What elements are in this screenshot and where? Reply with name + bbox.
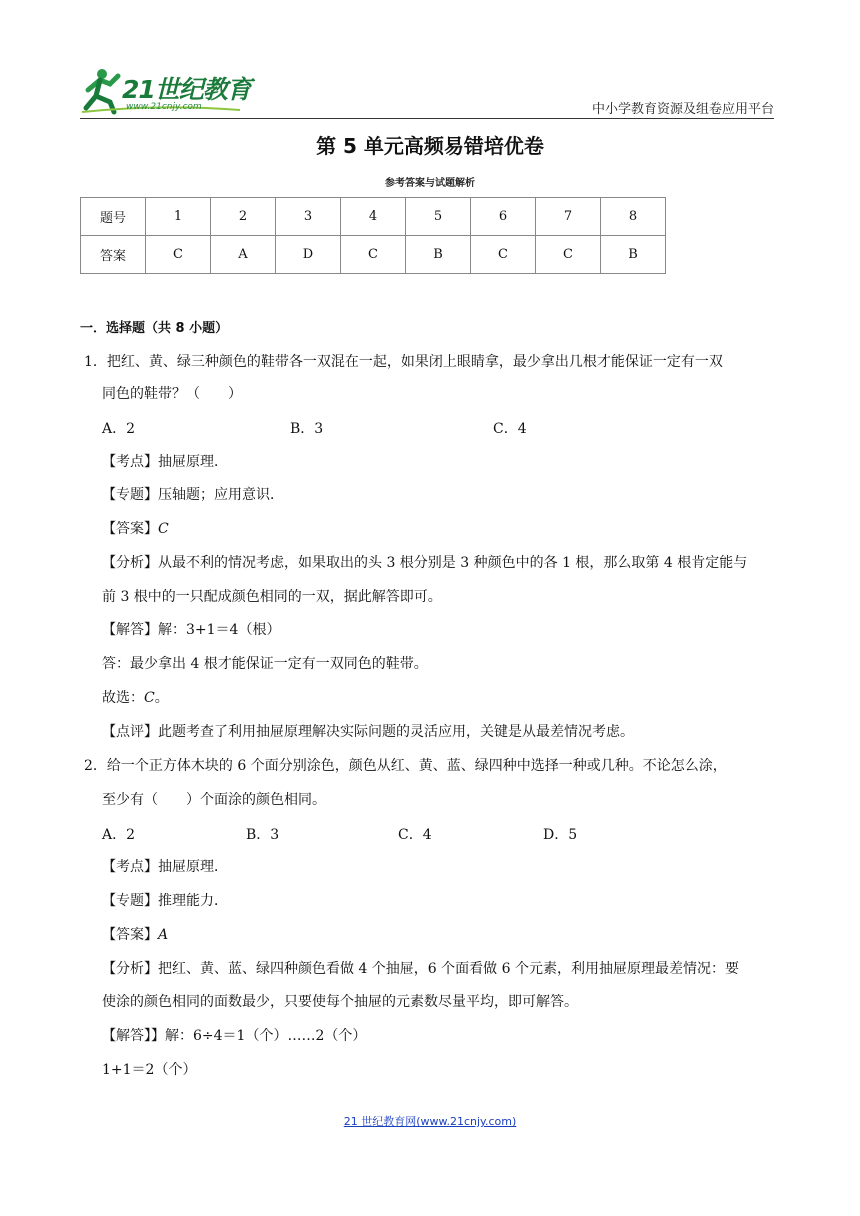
table-cell: 7 [536,198,601,236]
q1-fenxi-line2: 前 3 根中的一只配成颜色相同的一双，据此解答即可。 [102,589,442,605]
q2-jieda: 【解答】】解：6÷4＝1（个）……2（个） [102,1028,367,1044]
q2-option-a: A．2 [102,827,136,843]
q2-fenxi-line1: 【分析】把红、黄、蓝、绿四种颜色看做 4 个抽屉，6 个面看做 6 个元素，利用抽屉原理最差情况：要 [102,961,739,977]
q1-stem-line1: 1．把红、黄、绿三种颜色的鞋带各一双混在一起，如果闭上眼睛拿，最少拿出几根才能保证一定有一双 [84,354,723,370]
q1-stem-line2: 同色的鞋带？（ ） [102,386,242,402]
table-cell: 8 [601,198,666,236]
q1-option-b: B．3 [290,421,324,437]
table-cell: 3 [276,198,341,236]
q1-gu-end: 。 [154,690,169,706]
q1-fenxi-line1: 【分析】从最不利的情况考虑，如果取出的头 3 根分别是 3 种颜色中的各 1 根，那么取第 4 根肯定能与 [102,555,748,571]
platform-name: 中小学教育资源及组卷应用平台 [591,102,774,117]
table-cell: C [471,236,536,274]
q1-gu [102,688,169,708]
q1-gu-label: 故选： [102,690,144,706]
q1-option-a: A．2 [102,421,136,437]
table-cell: 4 [341,198,406,236]
table-cell: C [536,236,601,274]
q1-answer [102,519,169,539]
table-row-numbers [81,198,666,236]
q1-jieda: 【解答】解：3+1＝4（根） [102,622,281,638]
q2-calc: 1+1＝2（个） [102,1062,197,1078]
table-cell: 2 [211,198,276,236]
q1-zhuanti: 【专题】压轴题；应用意识． [102,487,284,503]
table-cell: B [601,236,666,274]
q1-option-c: C．4 [493,421,527,437]
q2-option-d: D．5 [543,827,578,843]
table-header-cell: 答案 [81,236,146,274]
table-cell: D [276,236,341,274]
table-cell: B [406,236,471,274]
q2-stem-line2: 至少有（ ）个面涂的颜色相同。 [102,792,326,808]
q2-option-c: C．4 [398,827,432,843]
q1-dianping: 【点评】此题考查了利用抽屉原理解决实际问题的灵活应用，关键是从最差情况考虑。 [102,724,634,740]
q2-answer [102,925,168,945]
q2-answer-label: 【答案】 [102,927,158,943]
section-heading: 一．选择题（共 8 小题） [80,321,229,336]
q2-stem-line1: 2．给一个正方体木块的 6 个面分别涂色，颜色从红、黄、蓝、绿四种中选择一种或几种。不论怎么涂， [84,758,727,774]
q1-answer-value: C [158,521,169,537]
table-cell: 6 [471,198,536,236]
table-cell: C [146,236,211,274]
footer-link[interactable]: 21 世纪教育网(www.21cnjy.com) [343,1115,517,1128]
table-cell: 1 [146,198,211,236]
table-row-answers [81,236,666,274]
q1-da: 答：最少拿出 4 根才能保证一定有一双同色的鞋带。 [102,656,428,672]
table-header-cell: 题号 [81,198,146,236]
q1-kaodian: 【考点】抽屉原理． [102,454,228,470]
table-cell: 5 [406,198,471,236]
q2-kaodian: 【考点】抽屉原理． [102,859,228,875]
q2-zhuanti: 【专题】推理能力． [102,893,228,909]
q2-fenxi-line2: 使涂的颜色相同的面数最少，只要使每个抽屉的元素数尽量平均，即可解答。 [102,994,578,1010]
q1-answer-label: 【答案】 [102,521,158,537]
q2-option-b: B．3 [246,827,280,843]
answer-table [80,197,666,274]
q2-answer-value: A [158,927,169,943]
q1-gu-value: C [144,690,155,706]
table-cell: A [211,236,276,274]
table-cell: C [341,236,406,274]
header-divider [80,118,774,119]
logo-text: 21世纪教育 [122,75,251,104]
logo-url: www.21cnjy.com [126,102,202,112]
page-title: 第 5 单元高频易错培优卷 [316,134,544,158]
page-subtitle: 参考答案与试题解析 [385,178,475,189]
